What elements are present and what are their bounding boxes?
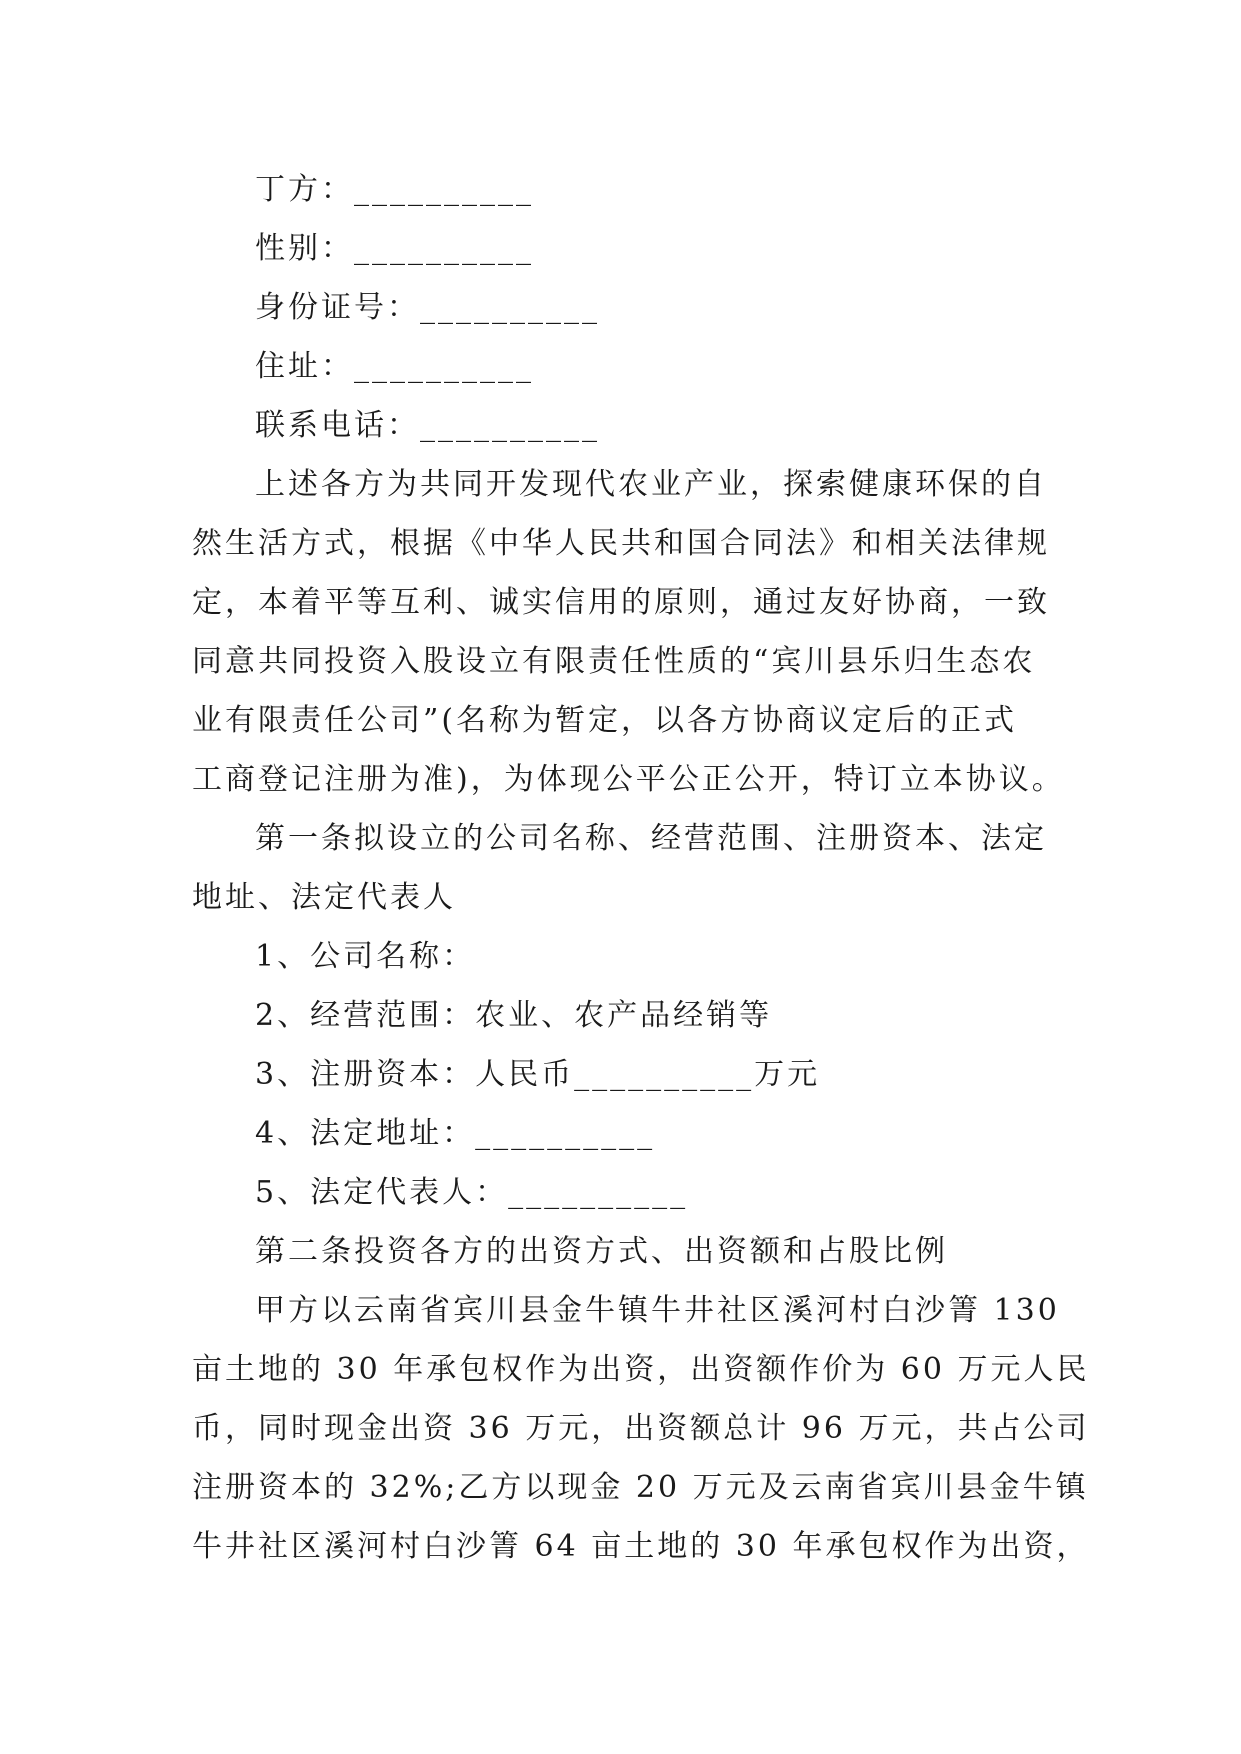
preamble-line-1: 上述各方为共同开发现代农业产业，探索健康环保的自 <box>255 467 1047 502</box>
article-two-heading: 第二条投资各方的出资方式、出资额和占股比例 <box>255 1234 948 1269</box>
article-two-line-3: 币，同时现金出资 36 万元，出资额总计 96 万元，共占公司 <box>192 1411 1090 1446</box>
legal-representative-item: 5、法定代表人：__________ <box>255 1175 689 1210</box>
preamble-line-4: 同意共同投资入股设立有限责任性质的“宾川县乐归生态农 <box>192 644 1036 679</box>
article-two-line-2: 亩土地的 30 年承包权作为出资，出资额作价为 60 万元人民 <box>192 1352 1090 1387</box>
article-one-heading: 第一条拟设立的公司名称、经营范围、注册资本、法定 <box>255 821 1047 856</box>
preamble-line-2: 然生活方式，根据《中华人民共和国合同法》和相关法律规 <box>192 526 1050 561</box>
article-one-heading-cont: 地址、法定代表人 <box>192 880 456 915</box>
id-number-line: 身份证号：__________ <box>255 290 600 325</box>
article-two-line-1: 甲方以云南省宾川县金牛镇牛井社区溪河村白沙箐 130 <box>255 1293 1060 1328</box>
phone-line: 联系电话：__________ <box>255 408 600 443</box>
preamble-line-3: 定，本着平等互利、诚实信用的原则，通过友好协商，一致 <box>192 585 1050 620</box>
legal-address-item: 4、法定地址：__________ <box>255 1116 656 1151</box>
gender-line: 性别：__________ <box>255 231 534 266</box>
preamble-line-6: 工商登记注册为准)，为体现公平公正公开，特订立本协议。 <box>192 762 1065 797</box>
article-two-line-4: 注册资本的 32%;乙方以现金 20 万元及云南省宾川县金牛镇 <box>192 1470 1089 1505</box>
document-body <box>192 160 1090 1576</box>
preamble-line-5: 业有限责任公司”(名称为暂定，以各方协商议定后的正式 <box>192 703 1018 738</box>
business-scope-item: 2、经营范围：农业、农产品经销等 <box>255 998 773 1033</box>
company-name-item: 1、公司名称： <box>255 939 476 974</box>
address-line: 住址：__________ <box>255 349 534 384</box>
party-d-line: 丁方：__________ <box>255 172 534 207</box>
article-two-line-5: 牛井社区溪河村白沙箐 64 亩土地的 30 年承包权作为出资， <box>192 1529 1090 1564</box>
registered-capital-item: 3、注册资本：人民币__________万元 <box>255 1057 821 1092</box>
